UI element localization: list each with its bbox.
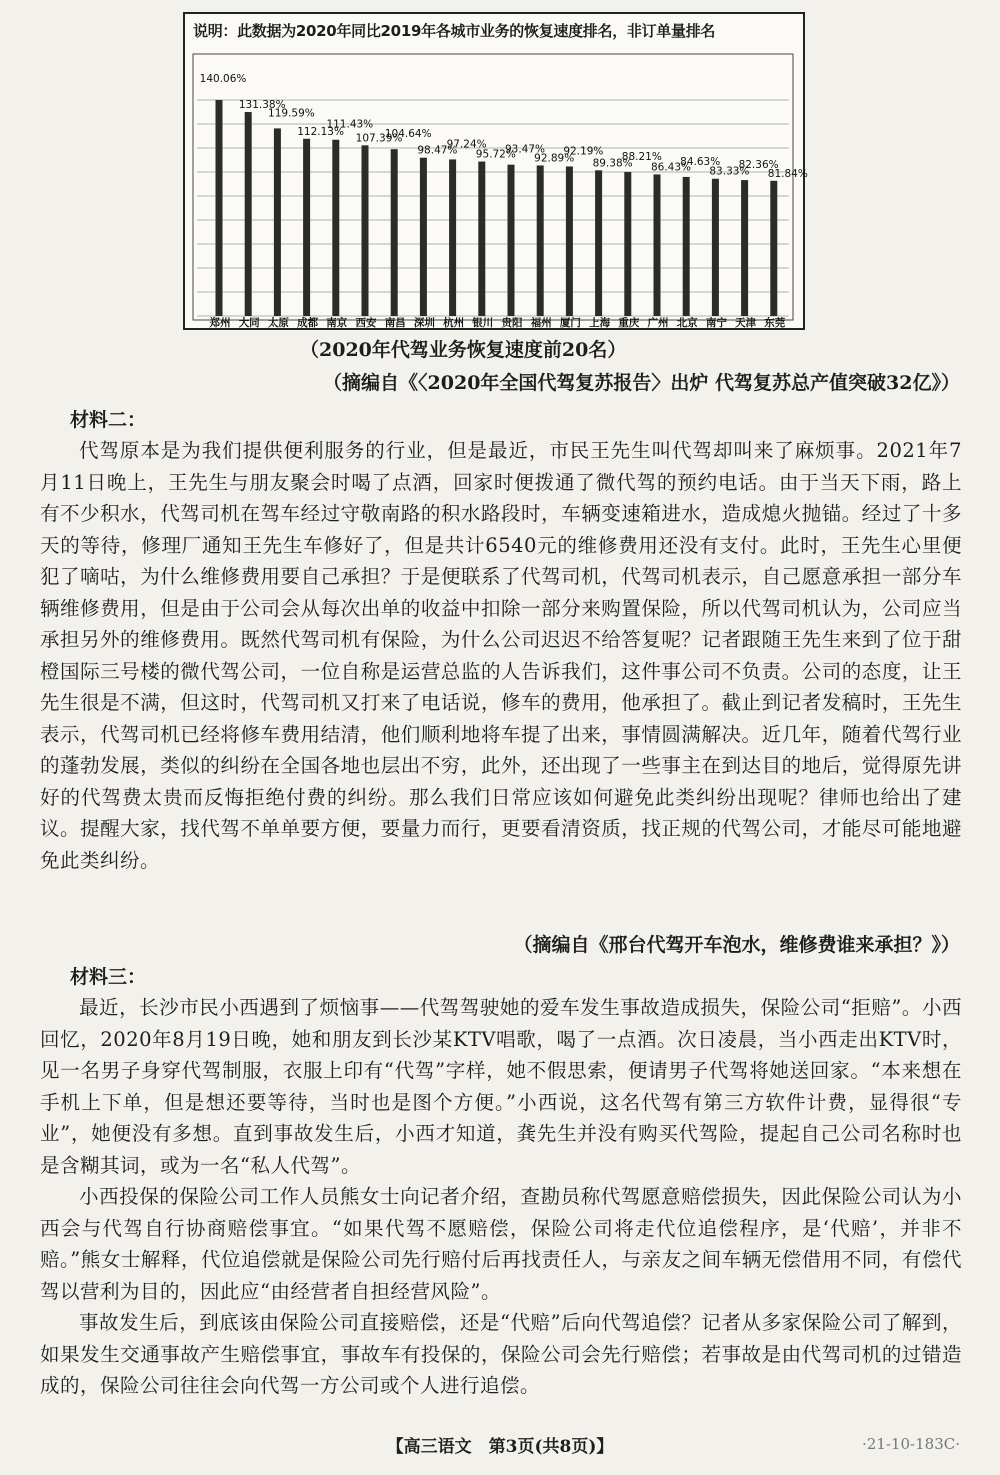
bar-重庆 — [624, 172, 631, 316]
data-label: 104.64% — [384, 128, 432, 141]
category-label: 南昌 — [384, 317, 406, 329]
data-label: 88.21% — [621, 150, 662, 163]
category-label: 太原 — [267, 317, 289, 329]
bar-南昌 — [391, 149, 398, 316]
category-label: 东莞 — [764, 317, 786, 329]
bar-贵阳 — [508, 165, 515, 316]
bar-西安 — [362, 145, 369, 316]
chart-source: （摘编自《〈2020年全国代驾复苏报告〉出炉 代驾复苏总产值突破32亿》） — [323, 372, 960, 394]
category-label: 深圳 — [413, 317, 435, 329]
bar-北京 — [683, 177, 690, 316]
material-two-source: （摘编自《邢台代驾开车泡水，维修费谁来承担？》） — [513, 934, 960, 956]
bar-福州 — [537, 165, 544, 316]
page-footer: 【高三语文 第3页(共8页)】 — [386, 1437, 614, 1457]
material-three-heading: 材料三： — [70, 966, 147, 988]
bar-深圳 — [420, 158, 427, 316]
bar-杭州 — [449, 159, 456, 316]
data-label: 111.43% — [326, 118, 374, 131]
bar-天津 — [741, 180, 748, 316]
category-label: 重庆 — [618, 317, 640, 329]
data-label: 119.59% — [268, 107, 315, 120]
material-two-text: 代驾原本是为我们提供便利服务的行业，但是最近，市民王先生叫代驾却叫来了麻烦事。2021年7月11日晚上，王先生与朋友聚会时喝了点酒，回家时便拨通了微代驾的预约电话。由于当天下雨，路上有不少积水，代驾司机在驾车经过守敬南路的积水路段时，车辆变速箱进水，造成熄火抛锚。经过了十多天的等待，修理厂通知王先生车修好了，但是共计6540元的维修费用还没有支付。此时，王先生心里便犯了嘀咕，为什么维修费用要自己承担？于是便联系了代驾司机，代驾司机表示，自己愿意承担一部分车辆维修费用，但是由于公司会从每次出单的收益中扣除一部分来购置保险，所以代驾司机认为，公司应当承担另外的维修费用。既然代驾司机有保险，为什么公司迟迟不给答复呢？记者跟随王先生来到了位于甜橙国际三号楼的微代驾公司，一位自称是运营总监的人告诉我们，这件事公司不负责。公司的态度，让王先生很是不满，但这时，代驾司机又打来了电话说，修车的费用，他承担了。截止到记者发稿时，王先生表示，代驾司机已经将修车费用结清，他们顺利地将车提了出来，事情圆满解决。近几年，随着代驾行业的蓬勃发展，类似的纠纷在全国各地也层出不穷，此外，还出现了一些事主在到达目的地后，觉得原先讲好的代驾费太贵而反悔拒绝付费的纠纷。那么我们日常应该如何避免此类纠纷出现呢？律师也给出了建议。提醒大家，找代驾不单单要方便，要量力而行，更要看清资质，找正规的代驾公司，才能尽可能地避免此类纠纷。 — [40, 439, 962, 872]
bar-广州 — [654, 174, 661, 316]
category-label: 大同 — [238, 317, 260, 329]
bar-成都 — [303, 139, 310, 316]
data-label: 82.36% — [738, 159, 779, 172]
bar-厦门 — [566, 166, 573, 316]
chart-container — [183, 12, 808, 330]
chart-caption: （2020年代驾业务恢复速度前20名） — [300, 339, 627, 361]
bar-太原 — [274, 128, 281, 316]
data-label: 140.06% — [199, 73, 247, 85]
category-label: 天津 — [735, 317, 757, 329]
data-label: 97.24% — [446, 138, 487, 151]
data-label: 84.63% — [680, 155, 721, 168]
data-label: 92.89% — [534, 152, 575, 165]
data-label: 83.33% — [709, 165, 750, 178]
paragraph: 事故发生后，到底该由保险公司直接赔偿，还是“代赔”后向代驾追偿？记者从多家保险公司了解到，如果发生交通事故产生赔偿事宜，事故车有投保的，保险公司会先行赔偿；若事故是由代驾司机的过错造成的，保险公司往往会向代驾一方公司或个人进行追偿。 — [40, 1311, 962, 1397]
data-label: 107.39% — [355, 132, 403, 145]
data-label: 98.47% — [417, 144, 458, 157]
category-label: 成都 — [297, 317, 319, 329]
material-three-body — [40, 992, 962, 1402]
category-label: 北京 — [676, 317, 698, 329]
category-label: 南宁 — [705, 317, 727, 329]
category-label: 厦门 — [559, 317, 581, 329]
category-label: 南京 — [326, 317, 348, 329]
category-label: 广州 — [647, 317, 669, 329]
data-label: 131.38% — [238, 99, 286, 112]
category-label: 杭州 — [443, 317, 465, 329]
bar-南宁 — [712, 179, 719, 316]
data-label: 92.19% — [563, 145, 604, 158]
data-label: 112.13% — [297, 125, 344, 138]
bar-上海 — [595, 170, 602, 316]
data-label: 95.72% — [475, 148, 516, 161]
data-label: 89.38% — [592, 157, 633, 170]
paragraph: 小西投保的保险公司工作人员熊女士向记者介绍，查勘员称代驾愿意赔偿损失，因此保险公司认为小西会与代驾自行协商赔偿事宜。“如果代驾不愿赔偿，保险公司将走代位追偿程序，是‘代赔’，并非不赔。”熊女士解释，代位追偿就是保险公司先行赔付后再找责任人，与亲友之间车辆无偿借用不同，有偿代驾以营利为目的，因此应“由经营者自担经营风险”。 — [40, 1185, 962, 1303]
category-label: 上海 — [589, 317, 611, 329]
paragraph: 最近，长沙市民小西遇到了烦恼事——代驾驾驶她的爱车发生事故造成损失，保险公司“拒赔”。小西回忆，2020年8月19日晚，她和朋友到长沙某KTV唱歌，喝了一点酒。次日凌晨，当小西走出KTV时，见一名男子身穿代驾制服，衣服上印有“代驾”字样，她不假思索，便请男子代驾将她送回家。“本来想在手机上下单，但是想还要等待，当时也是图个方便。”小西说，这名代驾有第三方软件计费，显得很“专业”，她便没有多想。直到事故发生后，小西才知道，龚先生并没有购买代驾险，提起自己公司名称时也是含糊其词，或为一名“私人代驾”。 — [40, 996, 962, 1177]
bar-大同 — [245, 112, 252, 316]
plot-frame — [193, 54, 793, 320]
category-label: 西安 — [355, 317, 377, 329]
bar-南京 — [332, 140, 339, 316]
category-label: 银川 — [472, 317, 494, 329]
category-label: 福州 — [530, 317, 552, 329]
category-label: 贵阳 — [501, 317, 523, 329]
bar-银川 — [478, 162, 485, 316]
bar-郑州 — [216, 100, 223, 316]
material-two-heading: 材料二： — [70, 409, 147, 431]
bar-chart — [185, 14, 808, 329]
data-label: 81.84% — [767, 167, 808, 180]
bar-东莞 — [770, 181, 777, 316]
data-label: 93.47% — [504, 143, 546, 156]
category-label: 郑州 — [209, 317, 231, 329]
chart-note: 说明：此数据为2020年同比2019年各城市业务的恢复速度排名，非订单量排名 — [193, 22, 716, 40]
data-label: 86.43% — [650, 161, 692, 174]
footer-code: ·21-10-183C· — [862, 1435, 960, 1453]
